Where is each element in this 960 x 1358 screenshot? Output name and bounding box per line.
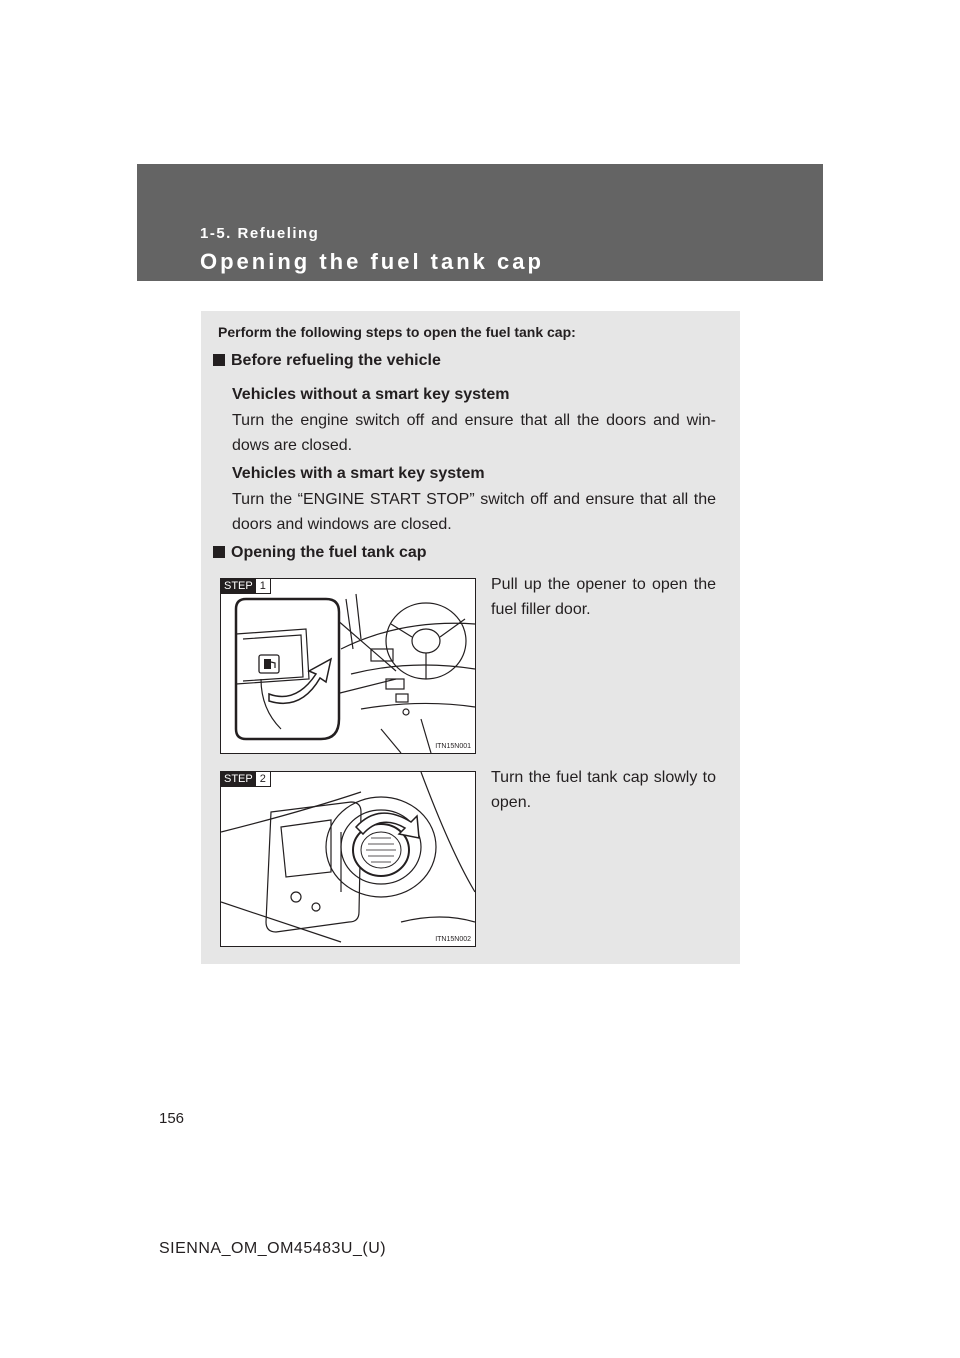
step1-image-code: ITN15N001 <box>435 743 471 750</box>
fuel-door-opener-drawing <box>221 579 475 753</box>
page-title: Opening the fuel tank cap <box>200 249 544 274</box>
step2-badge: STEP 2 <box>221 772 271 787</box>
before-refueling-heading: Before refueling the vehicle <box>213 352 441 370</box>
document-footer: SIENNA_OM_OM45483U_(U) <box>159 1240 387 1257</box>
section-label: 1-5. Refueling <box>200 225 320 242</box>
fuel-cap-turn-drawing <box>221 772 475 946</box>
without-smart-key-label: Vehicles without a smart key system <box>232 386 510 403</box>
step2-illustration <box>220 771 476 947</box>
step1-badge: STEP 1 <box>221 579 271 594</box>
content-box <box>201 311 740 964</box>
step1-illustration <box>220 578 476 754</box>
without-smart-key-text: Turn the engine switch off and ensure that all the doors and win-dows are closed. <box>232 412 716 454</box>
page-number: 156 <box>159 1110 185 1127</box>
chapter-header <box>137 164 823 281</box>
step1-text: Pull up the opener to open the fuel filler door. <box>491 576 716 618</box>
intro-text: Perform the following steps to open the fuel tank cap: <box>218 324 576 340</box>
with-smart-key-text: Turn the “ENGINE START STOP” switch off and ensure that all the doors and windows are closed. <box>232 491 716 533</box>
opening-cap-heading: Opening the fuel tank cap <box>213 544 427 562</box>
step2-text: Turn the fuel tank cap slowly to open. <box>491 769 716 811</box>
square-bullet-icon <box>213 546 225 558</box>
step2-image-code: ITN15N002 <box>435 936 471 943</box>
with-smart-key-label: Vehicles with a smart key system <box>232 465 485 482</box>
square-bullet-icon <box>213 354 225 366</box>
